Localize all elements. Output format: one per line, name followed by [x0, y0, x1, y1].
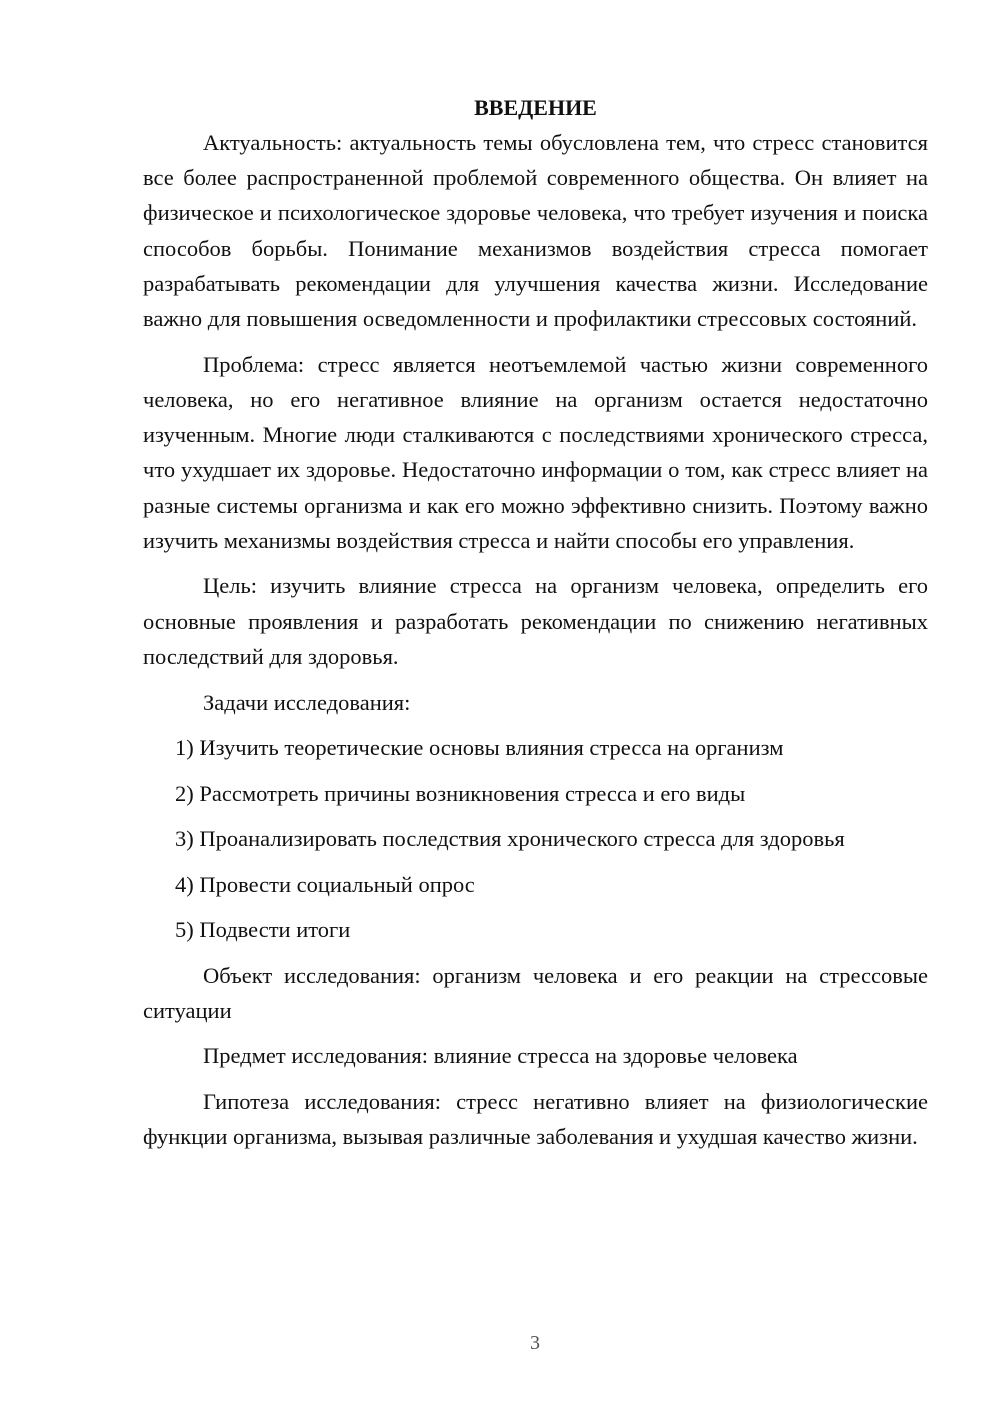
paragraph-relevance: Актуальность: актуальность темы обусловлена тем, что стресс становится все более распространенной проблемой современного общества. Он влияет на физическое и психологическое здоровье человека, что требует изучения и поиска способов борьбы. Понимание механизмов воздействия стресса помогает разрабатывать рекомендации для улучшения качества жизни. Исследование важно для повышения осведомленности и профилактики стрессовых состояний. [143, 130, 928, 332]
paragraph-subject: Предмет исследования: влияние стресса на здоровье человека [203, 1043, 798, 1069]
paragraph-object: Объект исследования: организм человека и его реакции на стрессовые ситуации [143, 962, 928, 1023]
task-item: 3) Проанализировать последствия хронического стресса для здоровья [175, 826, 845, 852]
paragraph-problem: Проблема: стресс является неотъемлемой частью жизни современного человека, но его негативное влияние на организм остается недостаточно изученным. Многие люди сталкиваются с последствиями хронического стресса, что ухудшает их здоровье. Недостаточно информации о том, как стресс влияет на разные системы организма и как его можно эффективно снизить. Поэтому важно изучить механизмы воздействия стресса и найти способы его управления. [143, 351, 928, 553]
tasks-list [143, 730, 928, 947]
page-number: 3 [530, 1332, 540, 1354]
task-item: 5) Подвести итоги [175, 917, 351, 943]
section-title: ВВЕДЕНИЕ [474, 95, 597, 120]
tasks-heading: Задачи исследования: [203, 689, 411, 715]
paragraph-goal: Цель: изучить влияние стресса на организм человека, определить его основные проявления и разработать рекомендации по снижению негативных последствий для здоровья. [143, 573, 928, 669]
task-item: 1) Изучить теоретические основы влияния стресса на организм [175, 735, 784, 761]
paragraph-hypothesis: Гипотеза исследования: стресс негативно влияет на физиологические функции организма, вызывая различные заболевания и ухудшая качество жизни. [143, 1089, 928, 1150]
task-item: 2) Рассмотреть причины возникновения стресса и его виды [175, 780, 746, 806]
task-item: 4) Провести социальный опрос [175, 871, 475, 897]
page-content [143, 90, 928, 1165]
